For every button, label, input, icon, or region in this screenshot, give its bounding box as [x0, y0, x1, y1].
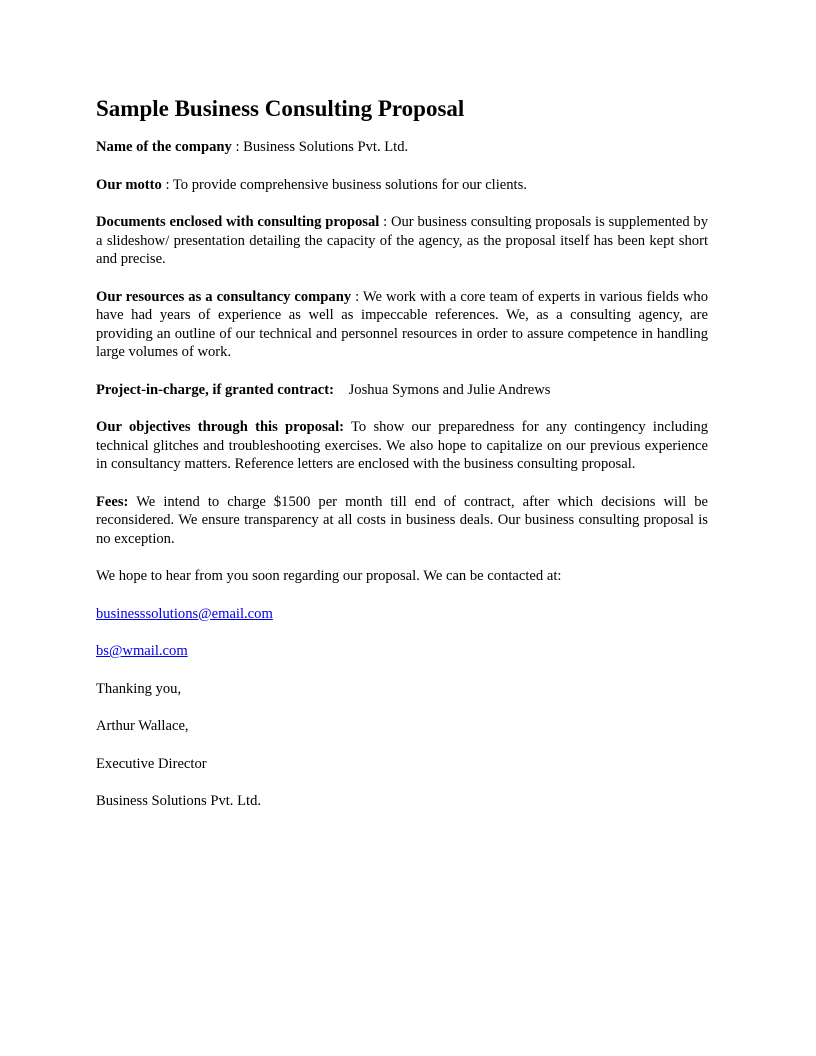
objectives-label: Our objectives through this proposal:	[96, 419, 344, 435]
documents-label: Documents enclosed with consulting proposal	[96, 214, 380, 230]
resources-paragraph	[96, 288, 708, 362]
document-title: Sample Business Consulting Proposal	[96, 96, 465, 121]
email-link-secondary[interactable]: bs@wmail.com	[96, 643, 188, 659]
document-page	[96, 94, 708, 830]
resources-label: Our resources as a consultancy company	[96, 288, 352, 305]
fees-label: Fees:	[96, 493, 129, 510]
closing-line: Thanking you,	[96, 680, 182, 697]
documents-text: : Our business consulting proposals is supplemented by a slideshow/ presentation detailing the capacity of the agency, as the proposal itself has been kept short and precise.	[96, 214, 709, 267]
company-paragraph	[96, 138, 708, 157]
email-paragraph-2	[96, 642, 708, 661]
signer-company: Business Solutions Pvt. Ltd.	[96, 793, 262, 809]
motto-label: Our motto	[96, 176, 162, 193]
fees-text: We intend to charge $1500 per month till end of contract, after which decisions will be reconsidered. We ensure transparency at all costs in business deals. Our business consulting proposal is no exception.	[96, 493, 708, 547]
project-text: Joshua Symons and Julie Andrews	[334, 381, 551, 398]
documents-paragraph	[96, 213, 708, 269]
email-link-primary[interactable]: businesssolutions@email.com	[96, 605, 273, 622]
company-label: Name of the company	[96, 139, 232, 155]
project-paragraph	[96, 381, 708, 400]
contact-intro: We hope to hear from you soon regarding our proposal. We can be contacted at:	[96, 568, 562, 584]
objectives-text: To show our preparedness for any contingency including technical glitches and troubleshooting exercises. We also hope to capitalize on our previous experience in consultancy matters. Reference letters are enclosed with the business consulting proposal.	[96, 419, 709, 472]
signer-title: Executive Director	[96, 755, 207, 772]
fees-paragraph	[96, 493, 708, 549]
objectives-paragraph	[96, 418, 708, 474]
project-label: Project-in-charge, if granted contract:	[96, 381, 335, 398]
motto-text: : To provide comprehensive business solutions for our clients.	[161, 176, 527, 193]
company-text: : Business Solutions Pvt. Ltd.	[231, 139, 409, 155]
motto-paragraph	[96, 176, 708, 195]
resources-text: : We work with a core team of experts in various fields who have had years of experience as well as impeccable references. We, as a consulting agency, are providing an outline of our technical and personnel resources in order to assure competence in handling large volumes of work.	[96, 288, 709, 360]
signer-name: Arthur Wallace,	[96, 718, 189, 734]
email-paragraph-1	[96, 605, 708, 624]
